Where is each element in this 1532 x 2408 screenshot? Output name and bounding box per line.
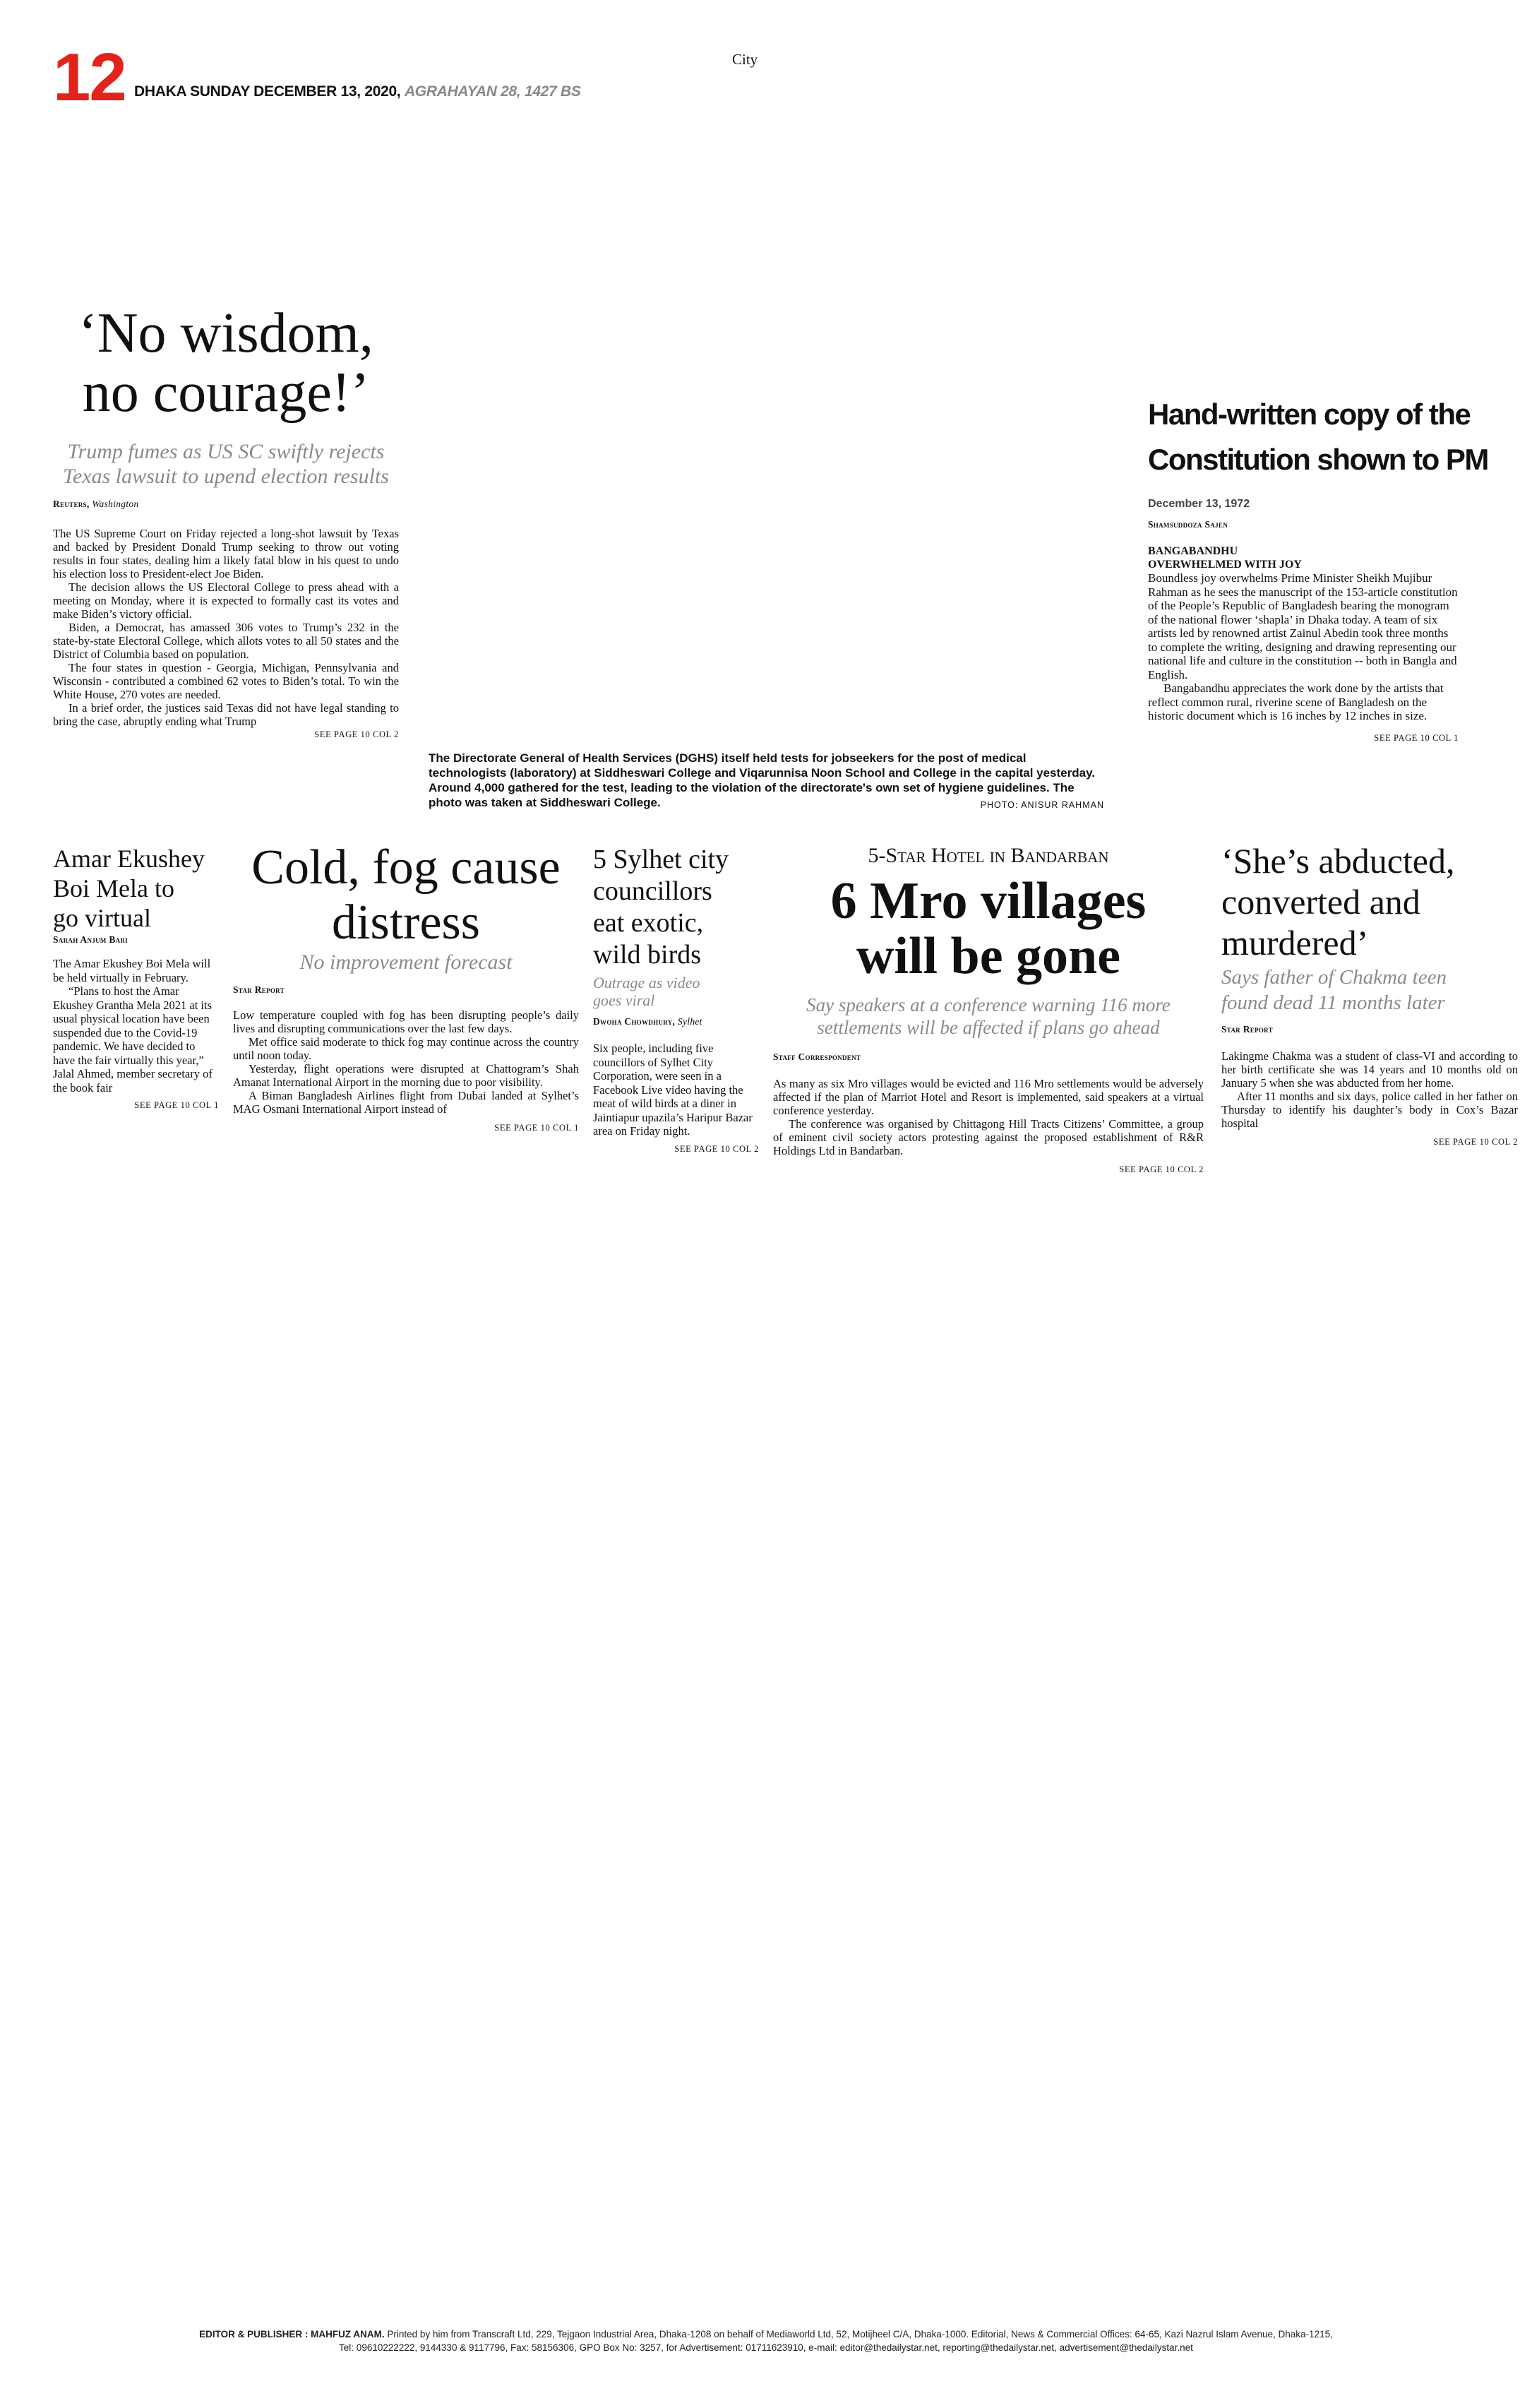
dateline-bangla: AGRAHAYAN 28, 1427 BS [404,83,581,100]
article-body [773,1077,1204,1157]
deck-line-2: Texas lawsuit to upend election results [63,465,389,488]
deck [1221,965,1518,1015]
paragraph: The decision allows the US Electoral College to press ahead with a meeting on Monday, where it is expected to formally cast its votes and make Biden’s victory official. [53,580,399,621]
deck [593,974,759,1009]
historic-dateline: December 13, 1972 [1148,498,1250,510]
headline [773,874,1204,984]
deck-line-1: Trump fumes as US SC swiftly rejects [67,440,385,463]
headline-line-2: Constitution shown to PM [1148,443,1488,476]
story-mro-villages [773,844,1204,1175]
headline-line-1: ‘She’s abducted, [1221,841,1455,881]
kicker [1148,544,1459,571]
byline [593,1016,759,1027]
imprint-printer: Printed by him from Transcraft Ltd, 229, Tejgaon Industrial Area, Dhaka-1208 on behalf of Mediaworld Ltd, 52, Motijheel C/A, Dhaka-1000. Editorial, News & Commercial Offices: 64-65, Kazi Nazrul Islam Avenue, Dhaka-1215, [384,2329,1333,2340]
deck-line-1: Say speakers at a conference warning 116 more [806,994,1171,1015]
paragraph: The Amar Ekushey Boi Mela will be held virtually in February. [53,957,211,984]
headline-line-2: councillors [593,876,712,906]
jump-line[interactable]: SEE PAGE 10 COL 2 [314,729,399,739]
headline-line-3: eat exotic, [593,908,704,938]
article-body [1148,571,1459,723]
headline [1148,392,1488,482]
article-body [1221,1049,1518,1130]
paragraph: Low temperature coupled with fog has been disrupting people’s daily lives and disrupting communications over the last few days. [233,1008,579,1035]
deck-line-2: found dead 11 months later [1221,991,1445,1014]
deck [53,439,399,489]
story-boi-mela [53,844,219,1111]
byline: Sarah Anjum Bari [53,934,128,945]
story-no-wisdom [53,304,399,740]
jump-line[interactable]: SEE PAGE 10 COL 1 [1374,732,1459,743]
headline-line-2: converted and [1221,882,1420,922]
paragraph: Six people, including five councillors of Sylhet City Corporation, were seen in a Facebook Live video having the meat of wild birds at a diner in Jaintiapur upazila’s Haripur Bazar area on Friday night. [593,1042,753,1138]
headline [53,304,399,422]
byline: Star Report [233,984,285,995]
article-body [233,1008,579,1116]
caption-text: The Directorate General of Health Services (DGHS) itself held tests for jobseekers for the post of medical technologists (laboratory) at Siddheswari College and Viqarunnisa Noon School and College in the capital yesterday. Around 4,000 gathered for the test, leading to the violation of the directorate's own set of hygiene guidelines. The photo was taken at Siddheswari College. [429,751,1095,809]
jump-line[interactable]: SEE PAGE 10 COL 2 [1119,1164,1204,1174]
jump-line[interactable]: SEE PAGE 10 COL 1 [134,1100,219,1110]
paragraph: The conference was organised by Chittagong Hill Tracts Citizens’ Committee, a group of eminent civil society actors protesting against the proposed establishment of R&R Holdings Ltd in Bandarban. [773,1117,1204,1157]
paragraph: The US Supreme Court on Friday rejected a long-shot lawsuit by Texas and backed by President Donald Trump seeking to throw out voting results in four states, dealing him a likely fatal blow in his quest to undo his election loss to President-elect Joe Biden. [53,527,399,580]
byline: Shamsuddoza Sajen [1148,519,1228,530]
byline-name: Dwoha Chowdhury, [593,1016,676,1027]
photo-caption [429,751,1104,813]
paragraph: The four states in question - Georgia, Michigan, Pennsylvania and Wisconsin - contributed a combined 62 votes to Biden’s total. To win the White House, 270 votes are needed. [53,661,399,701]
kicker-line-2: OVERWHELMED WITH JOY [1148,559,1302,571]
headline-line-1: Cold, fog cause [251,840,561,895]
page-number: 12 [53,40,126,115]
byline-place: Sylhet [677,1016,702,1027]
imprint-footer [0,2327,1532,2354]
headline-line-2: no courage!’ [82,362,370,424]
jump-line[interactable]: SEE PAGE 10 COL 2 [674,1143,759,1154]
deck-line-2: goes viral [593,991,655,1009]
headline-line-1: Amar Ekushey [53,845,205,873]
paragraph: Bangabandhu appreciates the work done by the artists that reflect common rural, riverine scene of Bangladesh on the historic document which is 16 inches by 12 inches in size. [1148,681,1444,722]
deck-line-1: Says father of Chakma teen [1221,966,1447,989]
byline [53,499,399,510]
deck: No improvement forecast [299,950,513,974]
section-label: City [732,51,758,68]
paragraph: In a brief order, the justices said Texas did not have legal standing to bring the case, abruptly ending what Trump [53,701,399,728]
byline-place: Washington [92,499,139,509]
headline-line-1: 6 Mro villages [830,872,1147,930]
imprint-line-2: Tel: 09610222222, 9144330 & 9117796, Fax: 58156306, GPO Box No: 3257, for Advertisement: 01711623910, e-mail: editor@thedailystar.net, reporting@thedailystar.net, advertisement@thedailystar.net [339,2342,1193,2353]
photo-credit: PHOTO: ANISUR RAHMAN [980,800,1104,810]
paragraph: Lakingme Chakma was a student of class-VI and according to her birth certificate she was 14 years and 10 months old on January 5 when she was abducted from her home. [1221,1049,1518,1090]
headline [233,840,579,950]
paragraph: After 11 months and six days, police called in her father on Thursday to identify his daughter’s body in Cox’s Bazar hospital [1221,1090,1518,1130]
deck-line-1: Outrage as video [593,974,700,991]
imprint-line-1 [0,2327,1532,2341]
byline: Staff Correspondent [773,1051,861,1062]
article-body [53,957,219,1095]
headline [53,844,219,933]
paragraph: “Plans to host the Amar Ekushey Grantha Mela 2021 at its usual physical location have been suspended due to the Covid-19 pandemic. We have decided to have the fair virtually this year,” Jalal Ahmed, member secretary of the book fair [53,984,213,1095]
headline [593,844,759,971]
deck-line-2: settlements will be affected if plans go ahead [817,1017,1160,1038]
dateline-gregorian: DHAKA SUNDAY DECEMBER 13, 2020, [134,83,401,100]
paragraph: Biden, a Democrat, has amassed 306 votes to Trump’s 232 in the state-by-state Electoral College, which allots votes to all 50 states and the District of Columbia based on population. [53,621,399,661]
kicker-line-1: BANGABANDHU [1148,545,1238,557]
headline-line-1: 5 Sylhet city [593,845,729,874]
story-cold-fog [233,840,579,1133]
page-dateline [134,83,581,100]
jump-line[interactable]: SEE PAGE 10 COL 1 [494,1123,579,1133]
byline: Star Report [1221,1024,1273,1035]
article-body [53,527,399,728]
story-constitution [1148,392,1488,744]
headline-line-2: Boi Mela to [53,874,174,902]
headline-line-1: ‘No wisdom, [78,302,373,364]
headline-line-2: distress [332,895,480,950]
paragraph: Met office said moderate to thick fog may continue across the country until noon today. [233,1035,579,1062]
headline-line-1: Hand-written copy of the [1148,398,1471,431]
story-chakma [1221,840,1518,1148]
byline-agency: Reuters, [53,499,90,509]
kicker: 5-Star Hotel in Bandarban [868,844,1109,867]
headline-line-2: will be gone [856,927,1121,985]
paragraph: Boundless joy overwhelms Prime Minister Sheikh Mujibur Rahman as he sees the manuscript of the 153-article constitution of the People’s Republic of Bangladesh bearing the monogram of the national flower ‘shapla’ in Dhaka today. A team of six artists led by renowned artist Zainul Abedin took three months to complete the writing, designing and drawing representing our national life and culture in the constitution -- both in Bangla and English. [1148,571,1458,681]
jump-line[interactable]: SEE PAGE 10 COL 2 [1433,1137,1518,1147]
story-sylhet-councillors [593,844,759,1155]
headline-line-3: murdered’ [1221,923,1369,962]
headline-line-3: go virtual [53,904,151,932]
deck [773,994,1204,1039]
headline-line-4: wild birds [593,940,702,970]
paragraph: A Biman Bangladesh Airlines flight from Dubai landed at Sylhet’s MAG Osmani International Airport instead of [233,1089,579,1116]
imprint-editor: EDITOR & PUBLISHER : MAHFUZ ANAM. [199,2329,385,2340]
paragraph: As many as six Mro villages would be evicted and 116 Mro settlements would be adversely affected if the plan of Marriot Hotel and Resort is implemented, said speakers at a virtual conference yesterday. [773,1077,1204,1117]
paragraph: Yesterday, flight operations were disrupted at Chattogram’s Shah Amanat International Airport in the morning due to poor visibility. [233,1062,579,1089]
article-body [593,1042,759,1138]
headline [1221,840,1518,963]
